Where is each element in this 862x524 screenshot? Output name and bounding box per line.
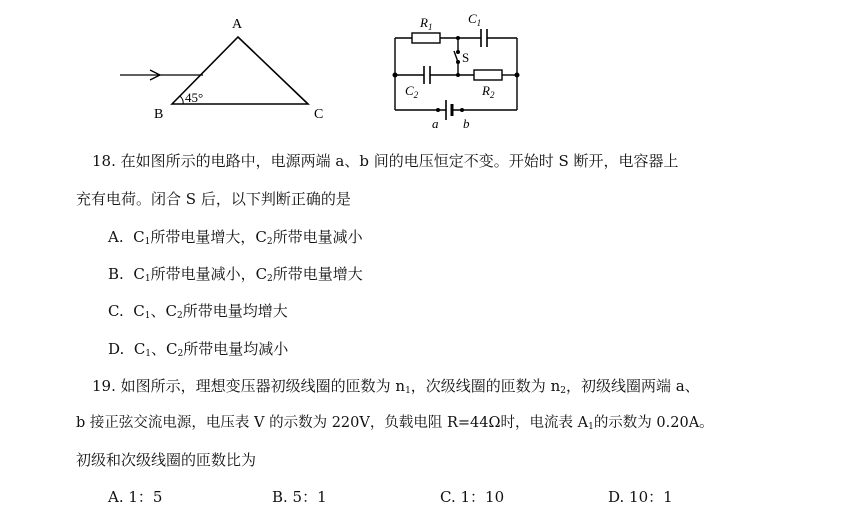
q18-stem-line1: 18. 在如图所示的电路中，电源两端 a、b 间的电压恒定不变。开始时 S 断开，电容器上 [92, 152, 679, 170]
q19-stem-line3: 初级和次级线圈的匝数比为 [76, 451, 257, 469]
q19-stem-line1: 19. 如图所示，理想变压器初级线圈的匝数为 $n_1$，次级线圈的匝数为 $n_2$，初级线圈两端 a、 [92, 377, 700, 396]
figures [0, 0, 862, 150]
angle-arc [180, 96, 183, 104]
vertex-a-label: A [232, 17, 243, 32]
q18-option-b: B. $C_1$所带电量减小，$C_2$所带电量增大 [108, 265, 363, 284]
svg-text:a: a [432, 116, 439, 131]
prism-figure [120, 17, 323, 122]
svg-text:R2: $R_2$ [482, 83, 495, 100]
svg-text:C2: $C_2$ [405, 83, 419, 100]
svg-text:R1: $R_1$ [420, 15, 433, 32]
resistor-r1 [412, 33, 440, 43]
vertex-c-label: C [314, 107, 324, 122]
q18-option-c: C. $C_1$、$C_2$所带电量均增大 [108, 302, 288, 321]
resistor-r2 [474, 70, 502, 80]
q19-option-a: A. 1：5 [108, 488, 163, 506]
svg-text:S: S [462, 50, 470, 65]
svg-text:C1: $C_1$ [468, 11, 482, 28]
q19-option-d: D. 10：1 [608, 488, 673, 506]
q19-option-c: C. 1：10 [440, 488, 505, 506]
q18-option-d: D. $C_1$、$C_2$所带电量均减小 [108, 340, 289, 359]
circuit-figure [395, 29, 517, 120]
q18-stem-line2: 充有电荷。闭合 S 后，以下判断正确的是 [76, 190, 351, 208]
vertex-b-label: B [154, 107, 164, 122]
svg-text:b: b [463, 116, 470, 131]
q19-stem-line2: b 接正弦交流电源，电压表 V 的示数为 220V，负载电阻 R=44Ω时，电流表 $A_1$的示数为 0.20A。 [76, 415, 714, 432]
q19-option-b: B. 5：1 [272, 488, 327, 506]
q18-option-a: A. $C_1$所带电量增大，$C_2$所带电量减小 [108, 228, 363, 247]
angle-label: 45° [185, 90, 204, 105]
